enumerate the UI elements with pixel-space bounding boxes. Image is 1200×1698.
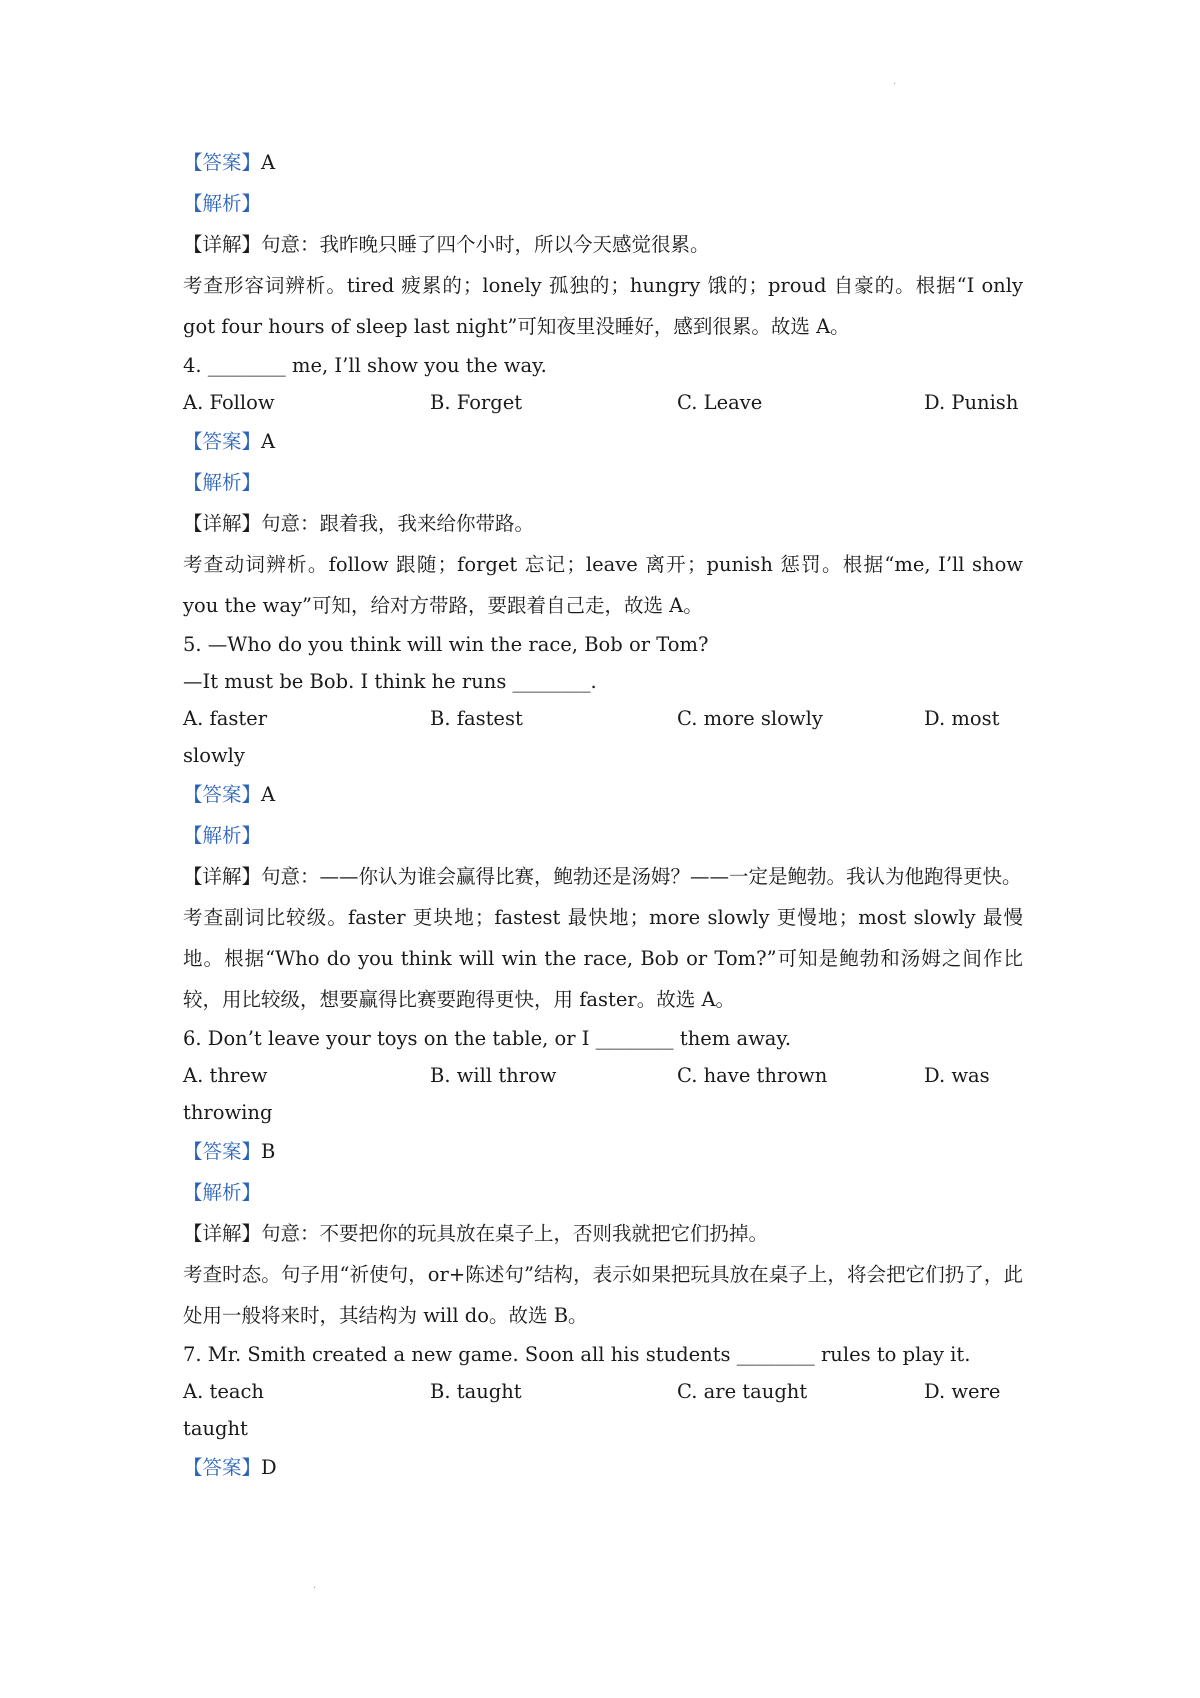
explanation-q4: 考查动词辨析。follow 跟随；forget 忘记；leave 离开；punish 惩罚。根据“me, I’ll show you the way”可知，给对方带路，要跟着自己走，故选 A。 — [183, 553, 1023, 617]
answer-tag-close: 】 — [241, 430, 262, 453]
detail-text: 句意：——你认为谁会赢得比赛，鲍勃还是汤姆？——一定是鲍勃。我认为他跑得更快。 — [261, 865, 1022, 888]
analysis-line-q5 — [183, 815, 1023, 856]
answer-line-q6 — [183, 1131, 1023, 1172]
answer-value: D — [261, 1456, 277, 1479]
question-stem-q5-line2: —It must be Bob. I think he runs ________. — [183, 670, 597, 693]
answer-tag-open: 【 — [183, 1140, 203, 1163]
analysis-line-q6 — [183, 1172, 1023, 1213]
option-a: A. Follow — [183, 391, 275, 414]
answer-tag-word: 答案 — [202, 1456, 242, 1479]
document-body — [183, 142, 1023, 1488]
answer-value: A — [261, 430, 276, 453]
answer-tag-open: 【 — [183, 430, 203, 453]
page-mark-bottom: · — [313, 1583, 317, 1594]
option-a: A. faster — [183, 707, 268, 730]
option-overflow-q7: taught — [183, 1417, 248, 1440]
option-c: C. Leave — [677, 391, 763, 414]
answer-tag-close: 】 — [241, 1456, 262, 1479]
option-b: B. will throw — [430, 1064, 557, 1087]
option-c: C. more slowly — [677, 707, 823, 730]
page-mark-top: · — [893, 79, 897, 90]
option-c: C. have thrown — [677, 1064, 828, 1087]
answer-tag-close: 】 — [241, 151, 262, 174]
answer-tag-open: 【 — [183, 783, 203, 806]
options-q6 — [183, 1057, 1023, 1094]
detail-text: 句意：跟着我，我来给你带路。 — [261, 512, 535, 535]
analysis-tag: 【解析】 — [183, 471, 262, 494]
detail-tag: 【详解】 — [183, 865, 262, 888]
answer-line-q4 — [183, 421, 1023, 462]
option-b: B. fastest — [430, 707, 523, 730]
answer-value: A — [261, 151, 276, 174]
explanation-q6: 考查时态。句子用“祈使句，or+陈述句”结构，表示如果把玩具放在桌子上，将会把它们扔了，此处用一般将来时，其结构为 will do。故选 B。 — [183, 1263, 1023, 1327]
detail-line-q3 — [183, 224, 1023, 265]
option-b: B. taught — [430, 1380, 522, 1403]
analysis-tag: 【解析】 — [183, 824, 262, 847]
answer-tag-close: 】 — [241, 783, 262, 806]
question-stem-q7: 7. Mr. Smith created a new game. Soon all his students ________ rules to play it. — [183, 1343, 971, 1366]
answer-tag-close: 】 — [241, 1140, 262, 1163]
answer-tag-open: 【 — [183, 151, 203, 174]
detail-tag: 【详解】 — [183, 1222, 262, 1245]
detail-line-q4 — [183, 503, 1023, 544]
option-a: A. teach — [183, 1380, 264, 1403]
option-a: A. threw — [183, 1064, 268, 1087]
option-d: D. most — [924, 707, 1000, 730]
detail-text: 句意：我昨晚只睡了四个小时，所以今天感觉很累。 — [261, 233, 710, 256]
detail-text: 句意：不要把你的玩具放在桌子上，否则我就把它们扔掉。 — [261, 1222, 769, 1245]
answer-tag-word: 答案 — [202, 151, 242, 174]
analysis-tag: 【解析】 — [183, 192, 262, 215]
answer-tag-word: 答案 — [202, 1140, 242, 1163]
option-d: D. Punish — [924, 391, 1019, 414]
analysis-line-q3 — [183, 183, 1023, 224]
question-stem-q6: 6. Don’t leave your toys on the table, or I ________ them away. — [183, 1027, 792, 1050]
analysis-line-q4 — [183, 462, 1023, 503]
answer-tag-open: 【 — [183, 1456, 203, 1479]
answer-tag-word: 答案 — [202, 430, 242, 453]
detail-line-q5 — [183, 856, 1023, 897]
answer-value: B — [261, 1140, 276, 1163]
answer-value: A — [261, 783, 276, 806]
options-q7 — [183, 1373, 1023, 1410]
answer-line-q5 — [183, 774, 1023, 815]
answer-line-q3 — [183, 142, 1023, 183]
detail-tag: 【详解】 — [183, 512, 262, 535]
answer-line-q7 — [183, 1447, 1023, 1488]
options-q4 — [183, 384, 1023, 421]
detail-tag: 【详解】 — [183, 233, 262, 256]
question-stem-q5-line1: 5. —Who do you think will win the race, Bob or Tom? — [183, 633, 709, 656]
explanation-q3: 考查形容词辨析。tired 疲累的；lonely 孤独的；hungry 饿的；proud 自豪的。根据“I only got four hours of sleep last night”可知夜里没睡好，感到很累。故选 A。 — [183, 274, 1023, 338]
option-c: C. are taught — [677, 1380, 808, 1403]
option-d: D. were — [924, 1380, 1001, 1403]
explanation-q5: 考查副词比较级。faster 更块地；fastest 最快地；more slowly 更慢地；most slowly 最慢地。根据“Who do you think will win the race, Bob or Tom?”可知是鲍勃和汤姆之间作比较，用比较级，想要赢得比赛要跑得更快，用 faster。故选 A。 — [183, 906, 1023, 1011]
option-b: B. Forget — [430, 391, 523, 414]
answer-tag-word: 答案 — [202, 783, 242, 806]
options-q5 — [183, 700, 1023, 737]
option-d: D. was — [924, 1064, 990, 1087]
option-overflow-q6: throwing — [183, 1101, 273, 1124]
detail-line-q6 — [183, 1213, 1023, 1254]
question-stem-q4: 4. ________ me, I’ll show you the way. — [183, 354, 547, 377]
analysis-tag: 【解析】 — [183, 1181, 262, 1204]
option-overflow-q5: slowly — [183, 744, 245, 767]
